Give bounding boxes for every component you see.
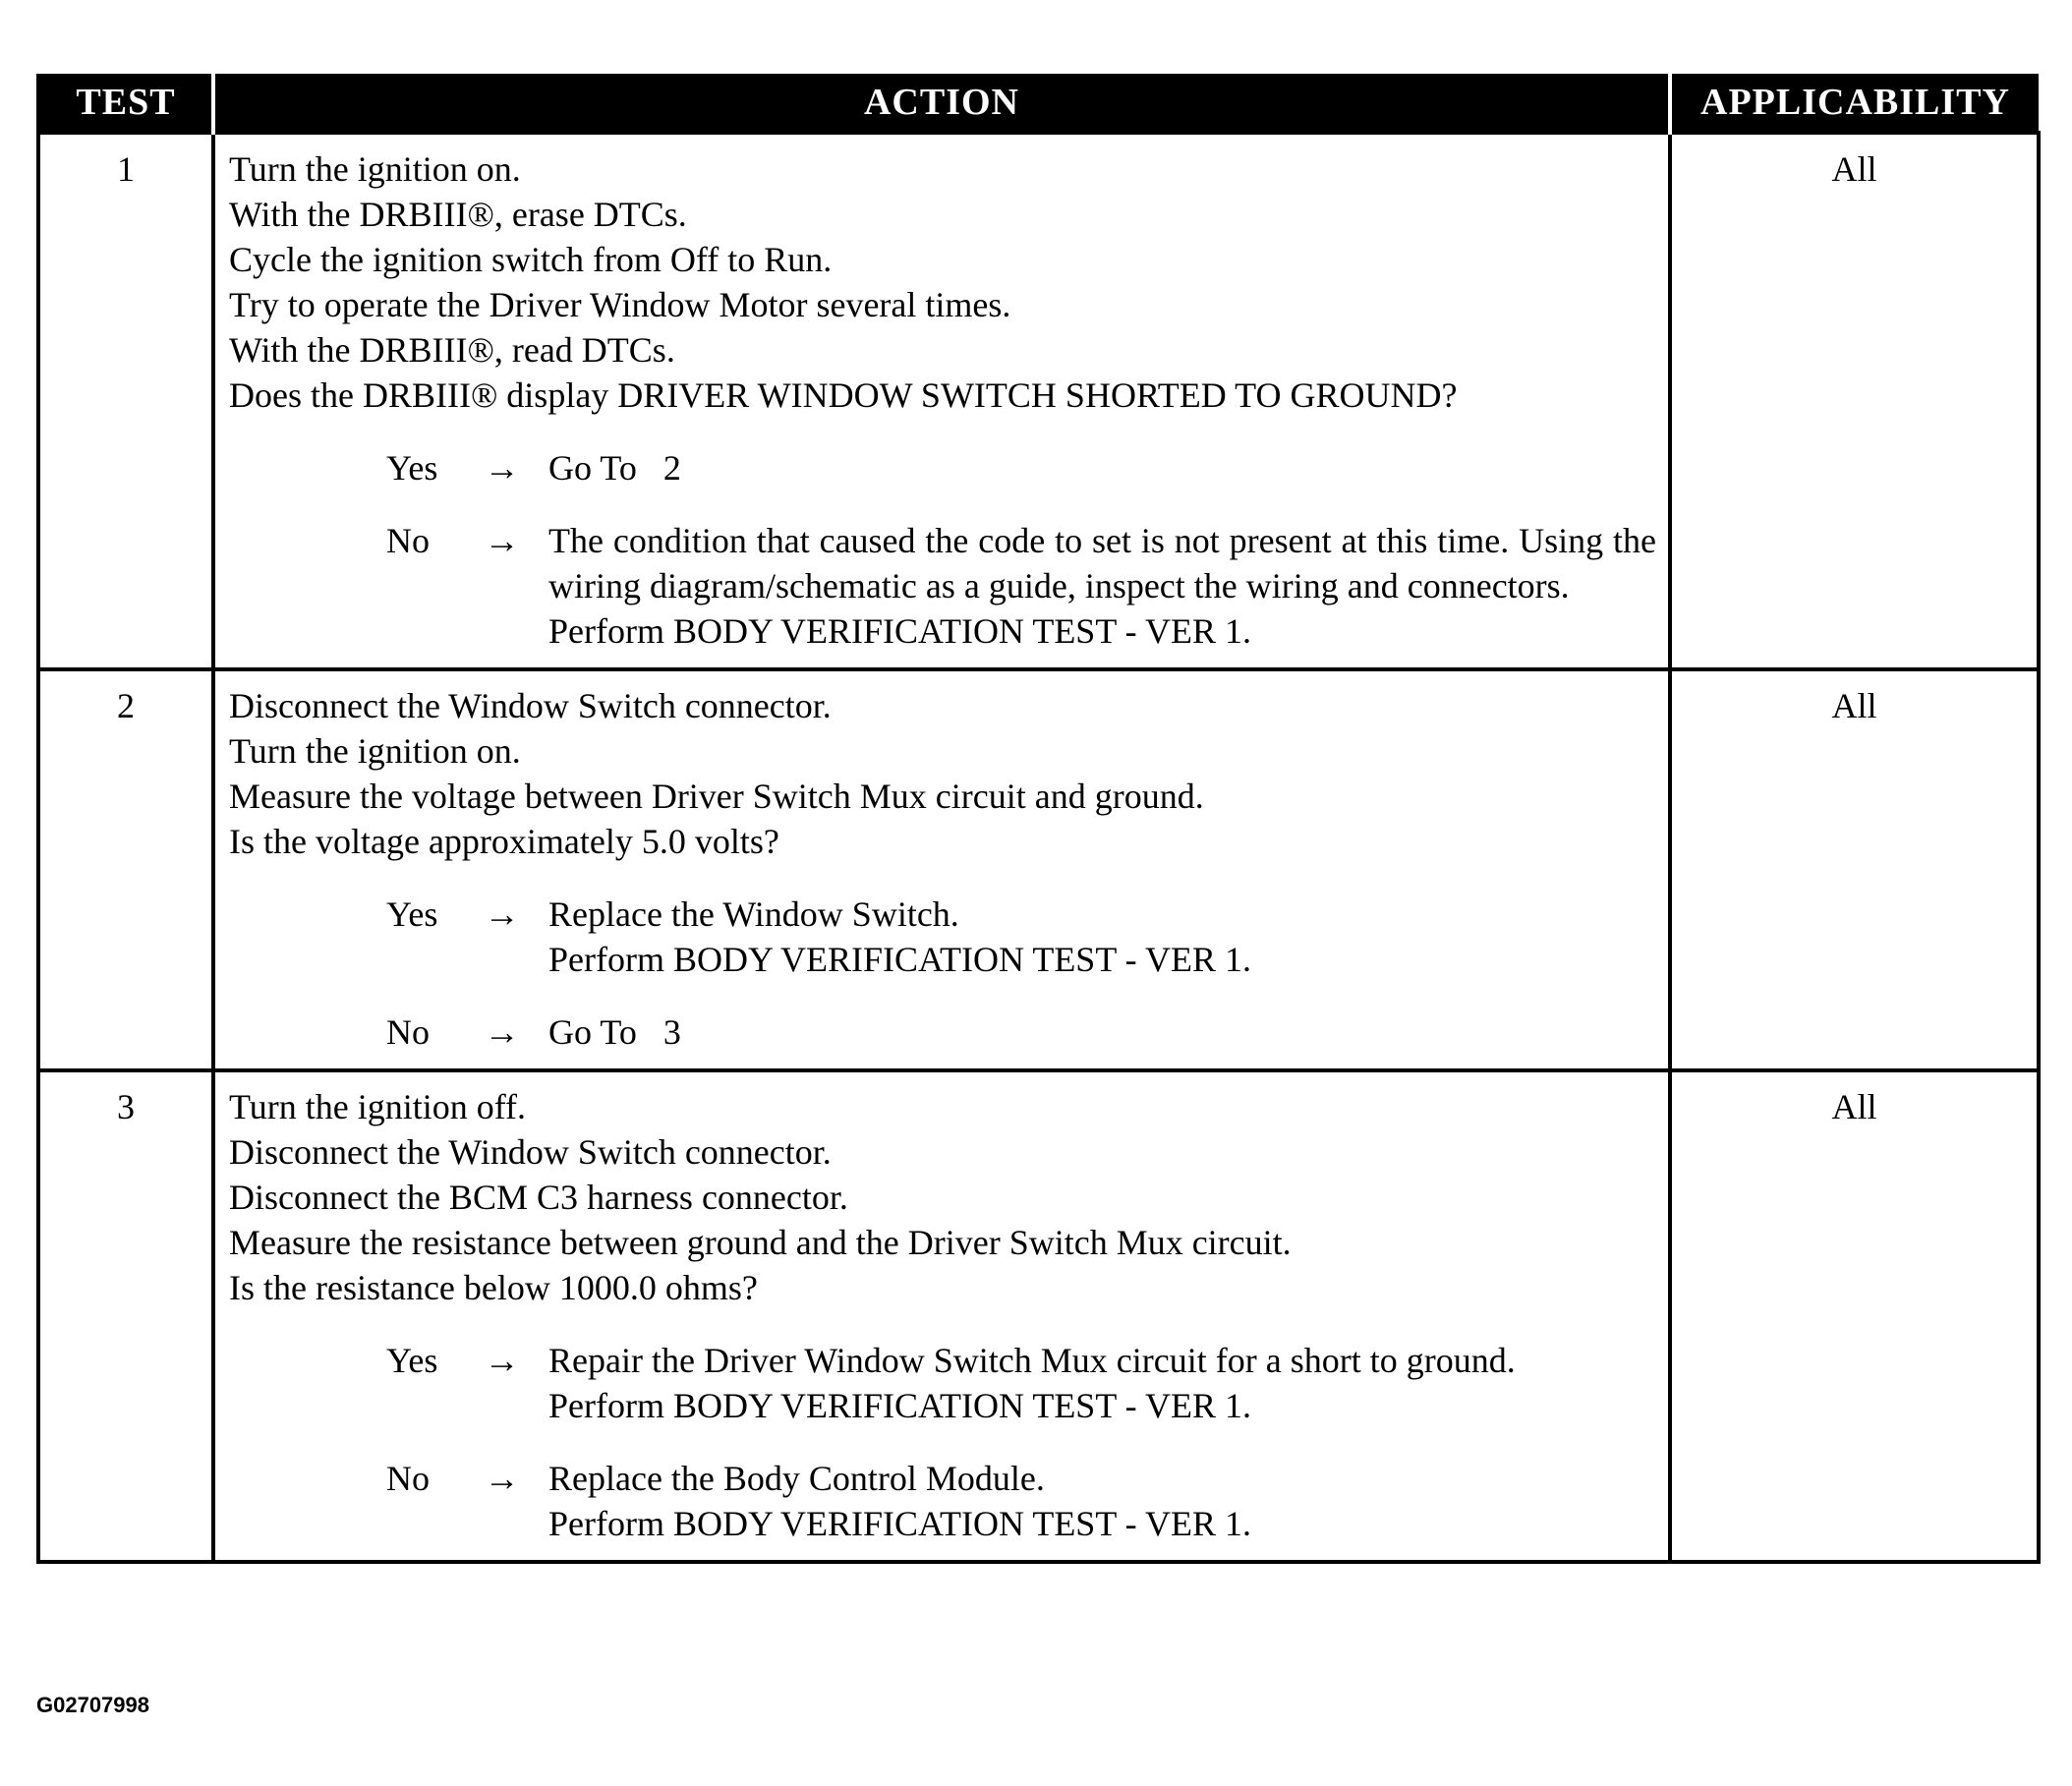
branches (229, 892, 1656, 1055)
branches (229, 445, 1656, 654)
step: With the DRBIII®, erase DTCs. (229, 195, 687, 234)
no-result (548, 518, 1656, 654)
result-line: Go To 3 (548, 1012, 681, 1052)
step: Is the voltage approximately 5.0 volts? (229, 822, 779, 861)
result-line: Repair the Driver Window Switch Mux circuit for a short to ground. (548, 1341, 1516, 1380)
yes-branch (386, 1338, 1656, 1428)
test-number: 1 (38, 133, 213, 669)
arrow-icon: → (484, 521, 520, 560)
arrow-icon: → (484, 1459, 520, 1498)
no-branch (386, 518, 1656, 654)
no-label: No (386, 521, 430, 560)
test-action (213, 133, 1670, 669)
header-action: ACTION (213, 74, 1670, 133)
step: Is the resistance below 1000.0 ohms? (229, 1268, 758, 1307)
branches (229, 1338, 1656, 1546)
step: With the DRBIII®, read DTCs. (229, 330, 675, 370)
no-branch (386, 1009, 1656, 1055)
arrow-icon: → (484, 1341, 520, 1380)
result-line: The condition that caused the code to set is not present at this time. Using the wiring diagram/schematic as a guide, inspect the wiring and connectors. (548, 521, 1656, 605)
step: Disconnect the Window Switch connector. (229, 1132, 832, 1172)
arrow-icon: → (484, 1012, 520, 1052)
step: Cycle the ignition switch from Off to Run. (229, 240, 833, 279)
yes-label: Yes (386, 1341, 438, 1380)
test-rows (38, 133, 2039, 1562)
test-action (213, 1070, 1670, 1562)
test-number: 2 (38, 669, 213, 1070)
diagnostic-test-sheet (36, 74, 2037, 1564)
result-line: Perform BODY VERIFICATION TEST - VER 1. (548, 1504, 1252, 1543)
step: Turn the ignition on. (229, 731, 521, 771)
yes-label: Yes (386, 448, 438, 488)
step: Measure the voltage between Driver Switch Mux circuit and ground. (229, 777, 1204, 816)
arrow-icon: → (484, 894, 520, 934)
no-label: No (386, 1459, 430, 1498)
test-row (38, 1070, 2039, 1562)
step: Measure the resistance between ground and the Driver Switch Mux circuit. (229, 1223, 1292, 1262)
header-row (38, 74, 2039, 133)
yes-label: Yes (386, 894, 438, 934)
step: Does the DRBIII® display DRIVER WINDOW SWITCH SHORTED TO GROUND? (229, 375, 1458, 415)
test-applicability: All (1670, 669, 2039, 1070)
step: Turn the ignition off. (229, 1087, 527, 1126)
yes-result (548, 445, 1656, 490)
no-result (548, 1009, 1656, 1055)
result-line: Replace the Window Switch. (548, 894, 959, 934)
step: Disconnect the BCM C3 harness connector. (229, 1178, 848, 1217)
test-number: 3 (38, 1070, 213, 1562)
result-line: Replace the Body Control Module. (548, 1459, 1045, 1498)
yes-branch (386, 445, 1656, 490)
no-result (548, 1456, 1656, 1546)
yes-branch (386, 892, 1656, 982)
test-applicability: All (1670, 1070, 2039, 1562)
test-applicability: All (1670, 133, 2039, 669)
result-line: Perform BODY VERIFICATION TEST - VER 1. (548, 940, 1252, 979)
arrow-icon: → (484, 448, 520, 488)
test-action (213, 669, 1670, 1070)
test-row (38, 669, 2039, 1070)
no-branch (386, 1456, 1656, 1546)
yes-result (548, 1338, 1656, 1428)
step: Try to operate the Driver Window Motor several times. (229, 285, 1011, 324)
figure-id: G02707998 (36, 1693, 149, 1717)
header-applicability: APPLICABILITY (1670, 74, 2039, 133)
header-test: TEST (38, 74, 213, 133)
no-label: No (386, 1012, 430, 1052)
result-line: Perform BODY VERIFICATION TEST - VER 1. (548, 611, 1252, 651)
result-line: Go To 2 (548, 448, 681, 488)
step: Disconnect the Window Switch connector. (229, 686, 832, 725)
yes-result (548, 892, 1656, 982)
result-line: Perform BODY VERIFICATION TEST - VER 1. (548, 1386, 1252, 1425)
test-row (38, 133, 2039, 669)
diagnostic-table (36, 74, 2041, 1564)
step: Turn the ignition on. (229, 149, 521, 189)
